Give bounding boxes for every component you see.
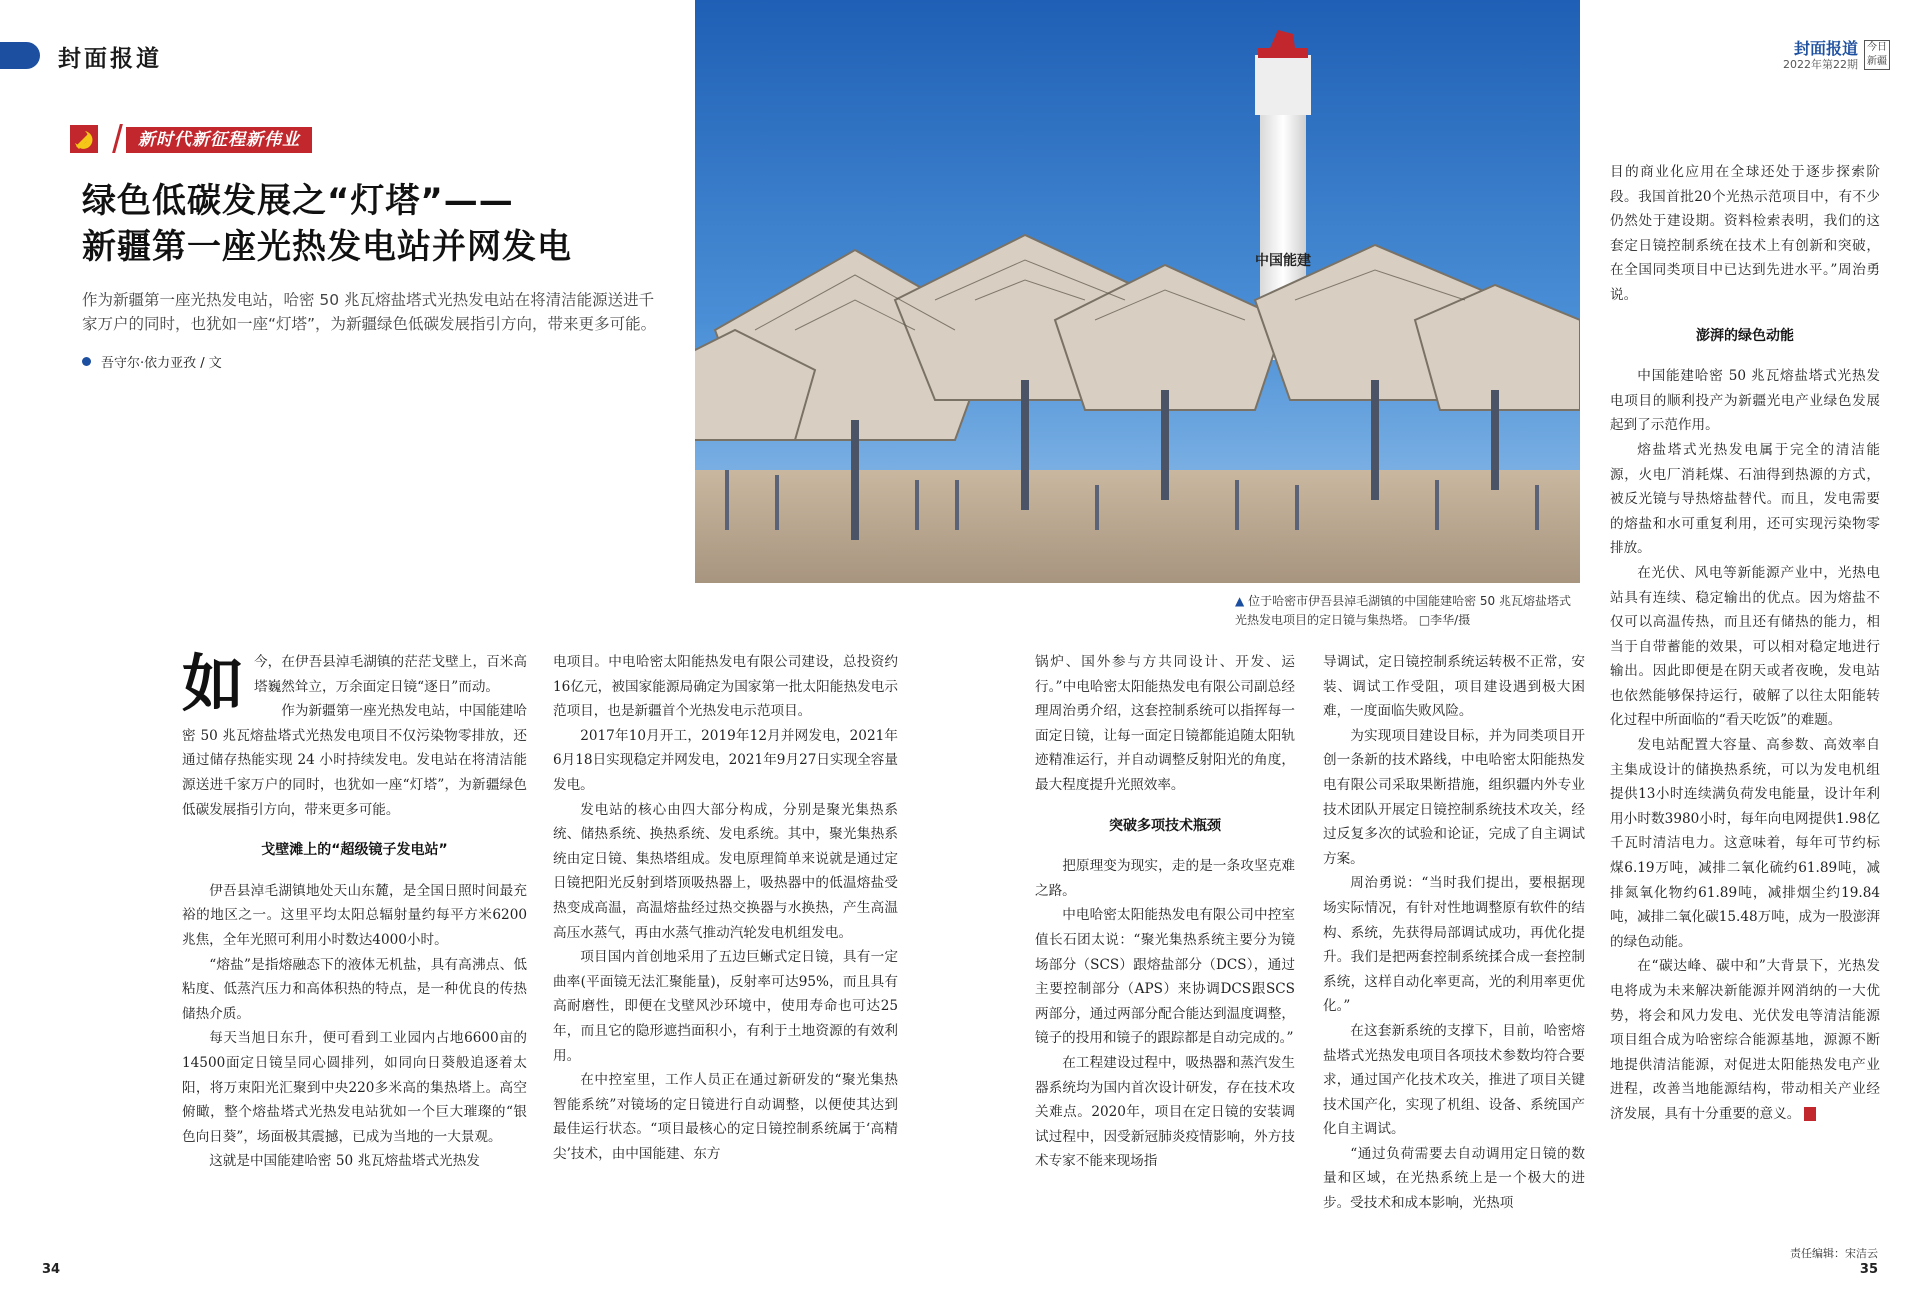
paragraph: 在中控室里，工作人员正在通过新研发的“聚光集热智能系统”对镜场的定日镜进行自动调整，以便使其达到最佳运行状态。“项目最核心的定日镜控制系统属于‘高精尖’技术，由中国能建、东方: [553, 1072, 898, 1162]
paragraph: 为实现项目建设目标，并为同类项目开创一条新的技术路线，中电哈密太阳能热发电有限公司采取果断措施，组织疆内外专业技术团队开展定日镜控制系统技术攻关，经过反复多次的试验和论证，完成了自主调试方案。: [1323, 727, 1585, 867]
title-line-2: 新疆第一座光热发电站并网发电: [82, 227, 572, 267]
party-emblem-icon: [70, 125, 98, 153]
paragraph: 中国能建哈密 50 兆瓦熔盐塔式光热发电项目的顺利投产为新疆光电产业绿色发展起到了示范作用。: [1610, 368, 1880, 434]
title-line-1: 绿色低碳发展之“灯塔”——: [82, 181, 514, 221]
paragraph: 在这套新系统的支撑下，目前，哈密熔盐塔式光热发电项目各项技术参数均符合要求，通过国产化技术攻关，推进了项目关键技术国产化，实现了机组、设备、系统国产化自主调试。: [1323, 1022, 1585, 1138]
paragraph: 作为新疆第一座光热发电站，中国能建哈密 50 兆瓦熔盐塔式光热发电项目不仅污染物零排放，还通过储存热能实现 24 小时持续发电。发电站在将清洁能源送进千家万户的同时，也犹如一座“灯塔”，为新疆绿色低碳发展指引方向，带来更多可能。: [182, 703, 527, 818]
paragraph: “熔盐”是指熔融态下的液体无机盐，具有高沸点、低粘度、低蒸汽压力和高体积热的特点，是一种优良的传热储热介质。: [182, 956, 527, 1022]
subheading: 戈壁滩上的“超级镜子发电站”: [261, 842, 448, 859]
section-tab-marker: [0, 42, 40, 69]
body-column-3: [1035, 650, 1295, 1174]
paragraph: 今，在伊吾县淖毛湖镇的茫茫戈壁上，百米高塔巍然耸立，万余面定日镜“逐日”而动。: [254, 654, 527, 695]
end-mark-icon: [1804, 1107, 1816, 1121]
paragraph: 目的商业化应用在全球还处于逐步探索阶段。我国首批20个光热示范项目中，有不少仍然处于建设期。资料检索表明，我们的这套定日镜控制系统在技术上有创新和突破，在全国同类项目中已达到先进水平。”周治勇说。: [1610, 164, 1880, 303]
subheading: 澎湃的绿色动能: [1696, 327, 1794, 344]
header-right-text: [1783, 40, 1858, 72]
theme-banner: 新时代新征程新伟业: [126, 127, 312, 153]
section-label-left: 封面报道: [58, 45, 162, 72]
paragraph: “通过负荷需要去自动调用定日镜的数量和区域，在光热系统上是一个极大的进步。受技术和成本影响，光热项: [1323, 1145, 1585, 1212]
triangle-caption-icon: ▲: [1235, 594, 1245, 608]
paragraph: 每天当旭日东升，便可看到工业园内占地6600亩的14500面定日镜呈同心圆排列，如同向日葵般追逐着太阳，将万束阳光汇聚到中央220多米高的集热塔上。高空俯瞰，整个熔盐塔式光热发电站犹如一个巨大璀璨的“银色向日葵”，场面极其震撼，已成为当地的一大景观。: [182, 1030, 527, 1145]
paragraph: 在光伏、风电等新能源产业中，光热电站具有连续、稳定输出的优点。因为熔盐不仅可以高温传热，而且还有储热的能力，相当于自带蓄能的效果，可以相对稳定地进行输出。因此即便是在阴天或者夜晚，发电站也依然能够保持运行，破解了以往太阳能转化过程中所面临的“看天吃饭”的难题。: [1610, 564, 1880, 729]
header-section-name: 封面报道: [1793, 39, 1858, 58]
paragraph-text: 在“碳达峰、碳中和”大背景下，光热发电将成为未来解决新能源并网消纳的一大优势，将会和风力发电、光伏发电等清洁能源项目组合成为哈密综合能源基地，源源不断地提供清洁能源，对促进太阳能热发电产业进程，改善当地能源结构，带动相关产业经济发展，具有十分重要的意义。: [1610, 958, 1880, 1122]
paragraph: 熔盐塔式光热发电属于完全的清洁能源，火电厂消耗煤、石油得到热源的方式，被反光镜与导热熔盐替代。而且，发电需要的熔盐和水可重复利用，还可实现污染物零排放。: [1610, 441, 1880, 557]
paragraph: 这就是中国能建哈密 50 兆瓦熔盐塔式光热发: [209, 1153, 480, 1170]
paragraph: 发电站配置大容量、高参数、高效率自主集成设计的储换热系统，可以为发电机组提供13小时连续满负荷发电能量，设计年利用小时数3980小时，每年向电网提供1.98亿千瓦时清洁电力。这意味着，每年可节约标煤6.19万吨，减排二氧化硫约61.89吨，减排氮氧化物约61.89吨，减排烟尘约19.84吨，减排二氧化碳15.48万吨，成为一股澎湃的绿色动能。: [1610, 737, 1881, 950]
body-column-1: [182, 647, 527, 1174]
header-issue: 2022年第22期: [1783, 58, 1858, 71]
paragraph: 在工程建设过程中，吸热器和蒸汽发生器系统均为国内首次设计研发，存在技术攻关难点。2020年，项目在定日镜的安装调试过程中，因受新冠肺炎疫情影响，外方技术专家不能来现场指: [1035, 1054, 1295, 1170]
article-lede: 作为新疆第一座光热发电站，哈密 50 兆瓦熔盐塔式光热发电站在将清洁能源送进千家万户的同时，也犹如一座“灯塔”，为新疆绿色低碳发展指引方向，带来更多可能。: [82, 291, 657, 333]
paragraph: 锅炉、国外参与方共同设计、开发、运行。”中电哈密太阳能热发电有限公司副总经理周治勇介绍，这套控制系统可以指挥每一面定日镜，让每一面定日镜都能追随太阳轨迹精准运行，并自动调整反射阳光的角度，最大程度提升光照效率。: [1035, 654, 1295, 793]
paragraph: 2017年10月开工，2019年12月并网发电，2021年6月18日实现稳定并网发电，2021年9月27日实现全容量发电。: [553, 727, 898, 793]
editor-credit: 责任编辑：宋洁云: [1790, 1247, 1878, 1260]
byline: [82, 352, 222, 371]
paragraph: 伊吾县淖毛湖镇地处天山东麓，是全国日照时间最充裕的地区之一。这里平均太阳总辐射量约每平方米6200兆焦，全年光照可利用小时数达4000小时。: [182, 882, 527, 948]
magazine-logo: 今日新疆: [1864, 40, 1890, 70]
body-column-2: [553, 650, 898, 1166]
paragraph: 周治勇说：“当时我们提出，要根据现场实际情况，有针对性地调整原有软件的结构、系统，先获得局部调试成功，再优化提升。我们是把两套控制系统揉合成一套控制系统，这样自动化率更高，光的利用率更优化。”: [1323, 875, 1585, 1015]
subheading: 突破多项技术瓶颈: [1109, 817, 1221, 834]
paragraph: 发电站的核心由四大部分构成，分别是聚光集热系统、储热系统、换热系统、发电系统。其中，聚光集热系统由定日镜、集热塔组成。发电原理简单来说就是通过定日镜把阳光反射到塔顶吸热器上，吸热器中的低温熔盐受热变成高温，高温熔盐经过热交换器与水换热，产生高温高压水蒸气，再由水蒸气推动汽轮发电机组发电。: [553, 801, 898, 941]
solar-tower-photo: [695, 0, 1580, 583]
byline-text: 吾守尔·依力亚孜 / 文: [101, 356, 222, 371]
tower-lettering: 中国能建: [1255, 253, 1311, 269]
page-number-left: 34: [42, 1262, 61, 1277]
caption-text: 位于哈密市伊吾县淖毛湖镇的中国能建哈密 50 兆瓦熔盐塔式光热发电项目的定日镜与集热塔。: [1235, 594, 1571, 627]
caption-credit: □李华/摄: [1418, 613, 1471, 627]
paragraph: 导调试，定日镜控制系统运转极不正常，安装、调试工作受阻，项目建设遇到极大困难，一度面临失败风险。: [1323, 654, 1585, 720]
dropcap: 如: [182, 647, 245, 720]
body-column-5: [1610, 160, 1880, 1127]
photo-caption: [1235, 592, 1580, 630]
paragraph: [1610, 954, 1880, 1126]
body-column-4: [1323, 650, 1585, 1216]
page-number-right: 35: [1859, 1262, 1878, 1277]
paragraph: 电项目。中电哈密太阳能热发电有限公司建设，总投资约16亿元，被国家能源局确定为国家第一批太阳能热发电示范项目，也是新疆首个光热发电示范项目。: [553, 654, 898, 720]
header-right: [1783, 40, 1890, 72]
paragraph: 项目国内首创地采用了五边巨蜥式定日镜，具有一定曲率(平面镜无法汇聚能量)，反射率可达95%，而且具有高耐磨性，即便在戈壁风沙环境中，使用寿命也可达25年，而且它的隐形遮挡面积小，有利于土地资源的有效利用。: [553, 949, 898, 1064]
paragraph: 把原理变为现实，走的是一条攻坚克难之路。: [1035, 858, 1295, 899]
banner-separator: [112, 124, 123, 153]
paragraph: 中电哈密太阳能热发电有限公司中控室值长石团太说：“聚光集热系统主要分为镜场部分（SCS）跟熔盐部分（DCS），通过主要控制部分（APS）来协调DCS跟SCS两部分，通过两部分配合能达到温度调整，镜子的投用和镜子的跟踪都是自动完成的。”: [1035, 907, 1295, 1047]
article-title: [82, 178, 572, 270]
byline-dot-icon: [82, 357, 91, 366]
